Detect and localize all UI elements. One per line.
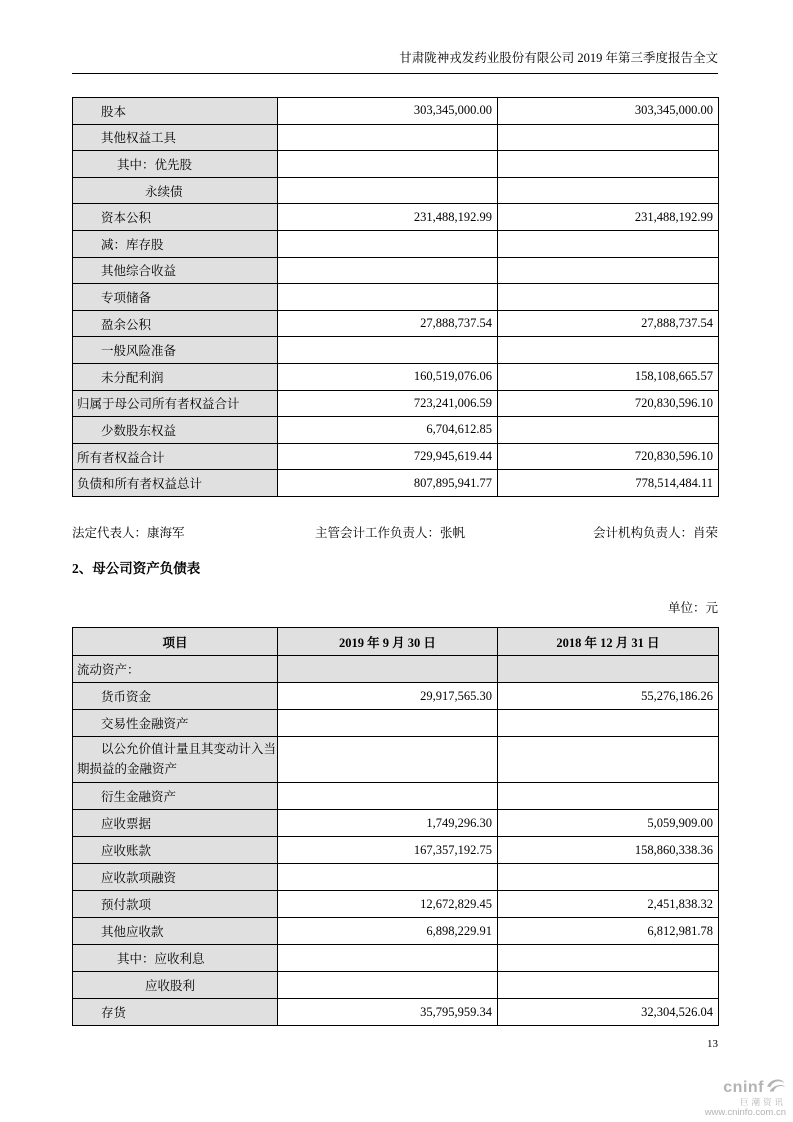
row-label-cell: 预付款项 (73, 891, 278, 918)
row-value-cell-1 (278, 284, 498, 311)
table-row (73, 257, 719, 284)
table-row (73, 999, 719, 1026)
table-row (73, 864, 719, 891)
row-value-cell-2 (498, 737, 719, 783)
row-value-cell-2: 27,888,737.54 (498, 310, 719, 337)
row-label-cell: 未分配利润 (73, 363, 278, 390)
table-header-row (73, 628, 719, 656)
row-value-cell-1 (278, 972, 498, 999)
accounting-org-head: 会计机构负责人：肖荣 (592, 526, 718, 540)
table-row (73, 891, 719, 918)
row-label-cell: 衍生金融资产 (73, 783, 278, 810)
row-label-cell: 其他权益工具 (73, 124, 278, 151)
row-label-cell: 其他综合收益 (73, 257, 278, 284)
table-row (73, 443, 719, 470)
row-value-cell-1: 167,357,192.75 (278, 837, 498, 864)
row-value-cell-2 (498, 177, 719, 204)
row-label-cell: 其他应收款 (73, 918, 278, 945)
table-row (73, 683, 719, 710)
parent-company-balance-sheet-table (72, 627, 719, 1026)
consolidated-balance-sheet-table (72, 97, 719, 497)
row-label-cell: 归属于母公司所有者权益合计 (73, 390, 278, 417)
column-header-item: 项目 (73, 628, 278, 656)
row-value-cell-1 (278, 783, 498, 810)
row-label-cell: 存货 (73, 999, 278, 1026)
row-label-cell: 以公允价值计量且其变动计入当期损益的金融资产 (73, 737, 278, 783)
row-label-cell: 负债和所有者权益总计 (73, 470, 278, 497)
table-row (73, 972, 719, 999)
row-value-cell-2 (498, 656, 719, 683)
row-value-cell-2 (498, 972, 719, 999)
row-value-cell-2 (498, 337, 719, 364)
table-row (73, 737, 719, 783)
cninfo-url: www.cninfo.com.cn (704, 1106, 786, 1118)
row-value-cell-1: 12,672,829.45 (278, 891, 498, 918)
row-value-cell-1 (278, 710, 498, 737)
column-header-2018: 2018 年 12 月 31 日 (498, 628, 719, 656)
row-value-cell-1 (278, 945, 498, 972)
table-row (73, 810, 719, 837)
row-value-cell-1: 807,895,941.77 (278, 470, 498, 497)
table-row (73, 310, 719, 337)
row-label-cell: 一般风险准备 (73, 337, 278, 364)
table-row (73, 656, 719, 683)
row-label-cell: 减：库存股 (73, 230, 278, 257)
row-label-cell: 交易性金融资产 (73, 710, 278, 737)
accounting-head: 主管会计工作负责人：张帆 (315, 526, 466, 540)
row-value-cell-2 (498, 124, 719, 151)
row-label-cell: 所有者权益合计 (73, 443, 278, 470)
row-label-cell: 资本公积 (73, 204, 278, 231)
row-value-cell-1: 27,888,737.54 (278, 310, 498, 337)
row-value-cell-1 (278, 124, 498, 151)
row-value-cell-1: 6,898,229.91 (278, 918, 498, 945)
row-label-cell: 股本 (73, 98, 278, 125)
row-label-cell: 应收账款 (73, 837, 278, 864)
row-label-cell: 少数股东权益 (73, 417, 278, 444)
row-value-cell-2 (498, 783, 719, 810)
row-label-cell: 流动资产： (73, 656, 278, 683)
row-value-cell-1 (278, 151, 498, 178)
row-value-cell-2: 6,812,981.78 (498, 918, 719, 945)
column-header-2019: 2019 年 9 月 30 日 (278, 628, 498, 656)
table-row (73, 837, 719, 864)
row-value-cell-1 (278, 177, 498, 204)
row-value-cell-1: 1,749,296.30 (278, 810, 498, 837)
cninfo-logo (705, 1077, 786, 1118)
row-value-cell-2: 303,345,000.00 (498, 98, 719, 125)
table-row (73, 918, 719, 945)
table-row (73, 98, 719, 125)
row-label-cell: 应收票据 (73, 810, 278, 837)
table-row (73, 177, 719, 204)
row-value-cell-1: 723,241,006.59 (278, 390, 498, 417)
row-label-cell: 盈余公积 (73, 310, 278, 337)
row-value-cell-2 (498, 864, 719, 891)
row-value-cell-2: 720,830,596.10 (498, 390, 719, 417)
table-row (73, 337, 719, 364)
row-value-cell-2 (498, 257, 719, 284)
row-label-cell: 永续债 (73, 177, 278, 204)
row-value-cell-2: 32,304,526.04 (498, 999, 719, 1026)
row-value-cell-1: 29,917,565.30 (278, 683, 498, 710)
row-value-cell-1 (278, 737, 498, 783)
row-value-cell-2: 720,830,596.10 (498, 443, 719, 470)
row-label-cell: 其中：优先股 (73, 151, 278, 178)
row-value-cell-2: 55,276,186.26 (498, 683, 719, 710)
row-value-cell-1 (278, 337, 498, 364)
cninfo-swirl-icon (765, 1077, 786, 1099)
legal-representative: 法定代表人：康海军 (72, 526, 185, 540)
row-value-cell-2 (498, 417, 719, 444)
cninfo-chinese-name: 巨潮资讯 (739, 1096, 786, 1107)
table-row (73, 390, 719, 417)
row-value-cell-2: 2,451,838.32 (498, 891, 719, 918)
row-label-cell: 其中：应收利息 (73, 945, 278, 972)
row-value-cell-2: 5,059,909.00 (498, 810, 719, 837)
table-row (73, 230, 719, 257)
row-value-cell-1: 231,488,192.99 (278, 204, 498, 231)
row-value-cell-2 (498, 710, 719, 737)
signature-line (72, 523, 718, 539)
row-value-cell-1 (278, 230, 498, 257)
row-value-cell-2: 778,514,484.11 (498, 470, 719, 497)
row-value-cell-1 (278, 864, 498, 891)
row-value-cell-2 (498, 284, 719, 311)
document-header-title: 甘肃陇神戎发药业股份有限公司 2019 年第三季度报告全文 (72, 48, 718, 74)
row-label-cell: 货币资金 (73, 683, 278, 710)
row-value-cell-2: 158,860,338.36 (498, 837, 719, 864)
table-row (73, 363, 719, 390)
row-label-cell: 专项储备 (73, 284, 278, 311)
row-value-cell-1 (278, 656, 498, 683)
table-row (73, 710, 719, 737)
row-value-cell-2 (498, 230, 719, 257)
row-value-cell-1: 6,704,612.85 (278, 417, 498, 444)
row-label-cell: 应收款项融资 (73, 864, 278, 891)
row-value-cell-1: 729,945,619.44 (278, 443, 498, 470)
cninfo-brand-text: cninf (723, 1079, 764, 1096)
row-value-cell-1: 303,345,000.00 (278, 98, 498, 125)
table-row (73, 124, 719, 151)
table-row (73, 945, 719, 972)
row-value-cell-2 (498, 151, 719, 178)
unit-label: 单位：元 (667, 601, 718, 615)
table-row (73, 284, 719, 311)
row-value-cell-1 (278, 257, 498, 284)
table-row (73, 470, 719, 497)
table-row (73, 204, 719, 231)
row-value-cell-1: 35,795,959.34 (278, 999, 498, 1026)
table-row (73, 417, 719, 444)
row-value-cell-1: 160,519,076.06 (278, 363, 498, 390)
section-title: 2、母公司资产负债表 (72, 561, 201, 576)
row-value-cell-2 (498, 945, 719, 972)
table-row (73, 151, 719, 178)
table-row (73, 783, 719, 810)
page-number: 13 (707, 1038, 718, 1050)
row-value-cell-2: 231,488,192.99 (498, 204, 719, 231)
row-label-cell: 应收股利 (73, 972, 278, 999)
row-value-cell-2: 158,108,665.57 (498, 363, 719, 390)
